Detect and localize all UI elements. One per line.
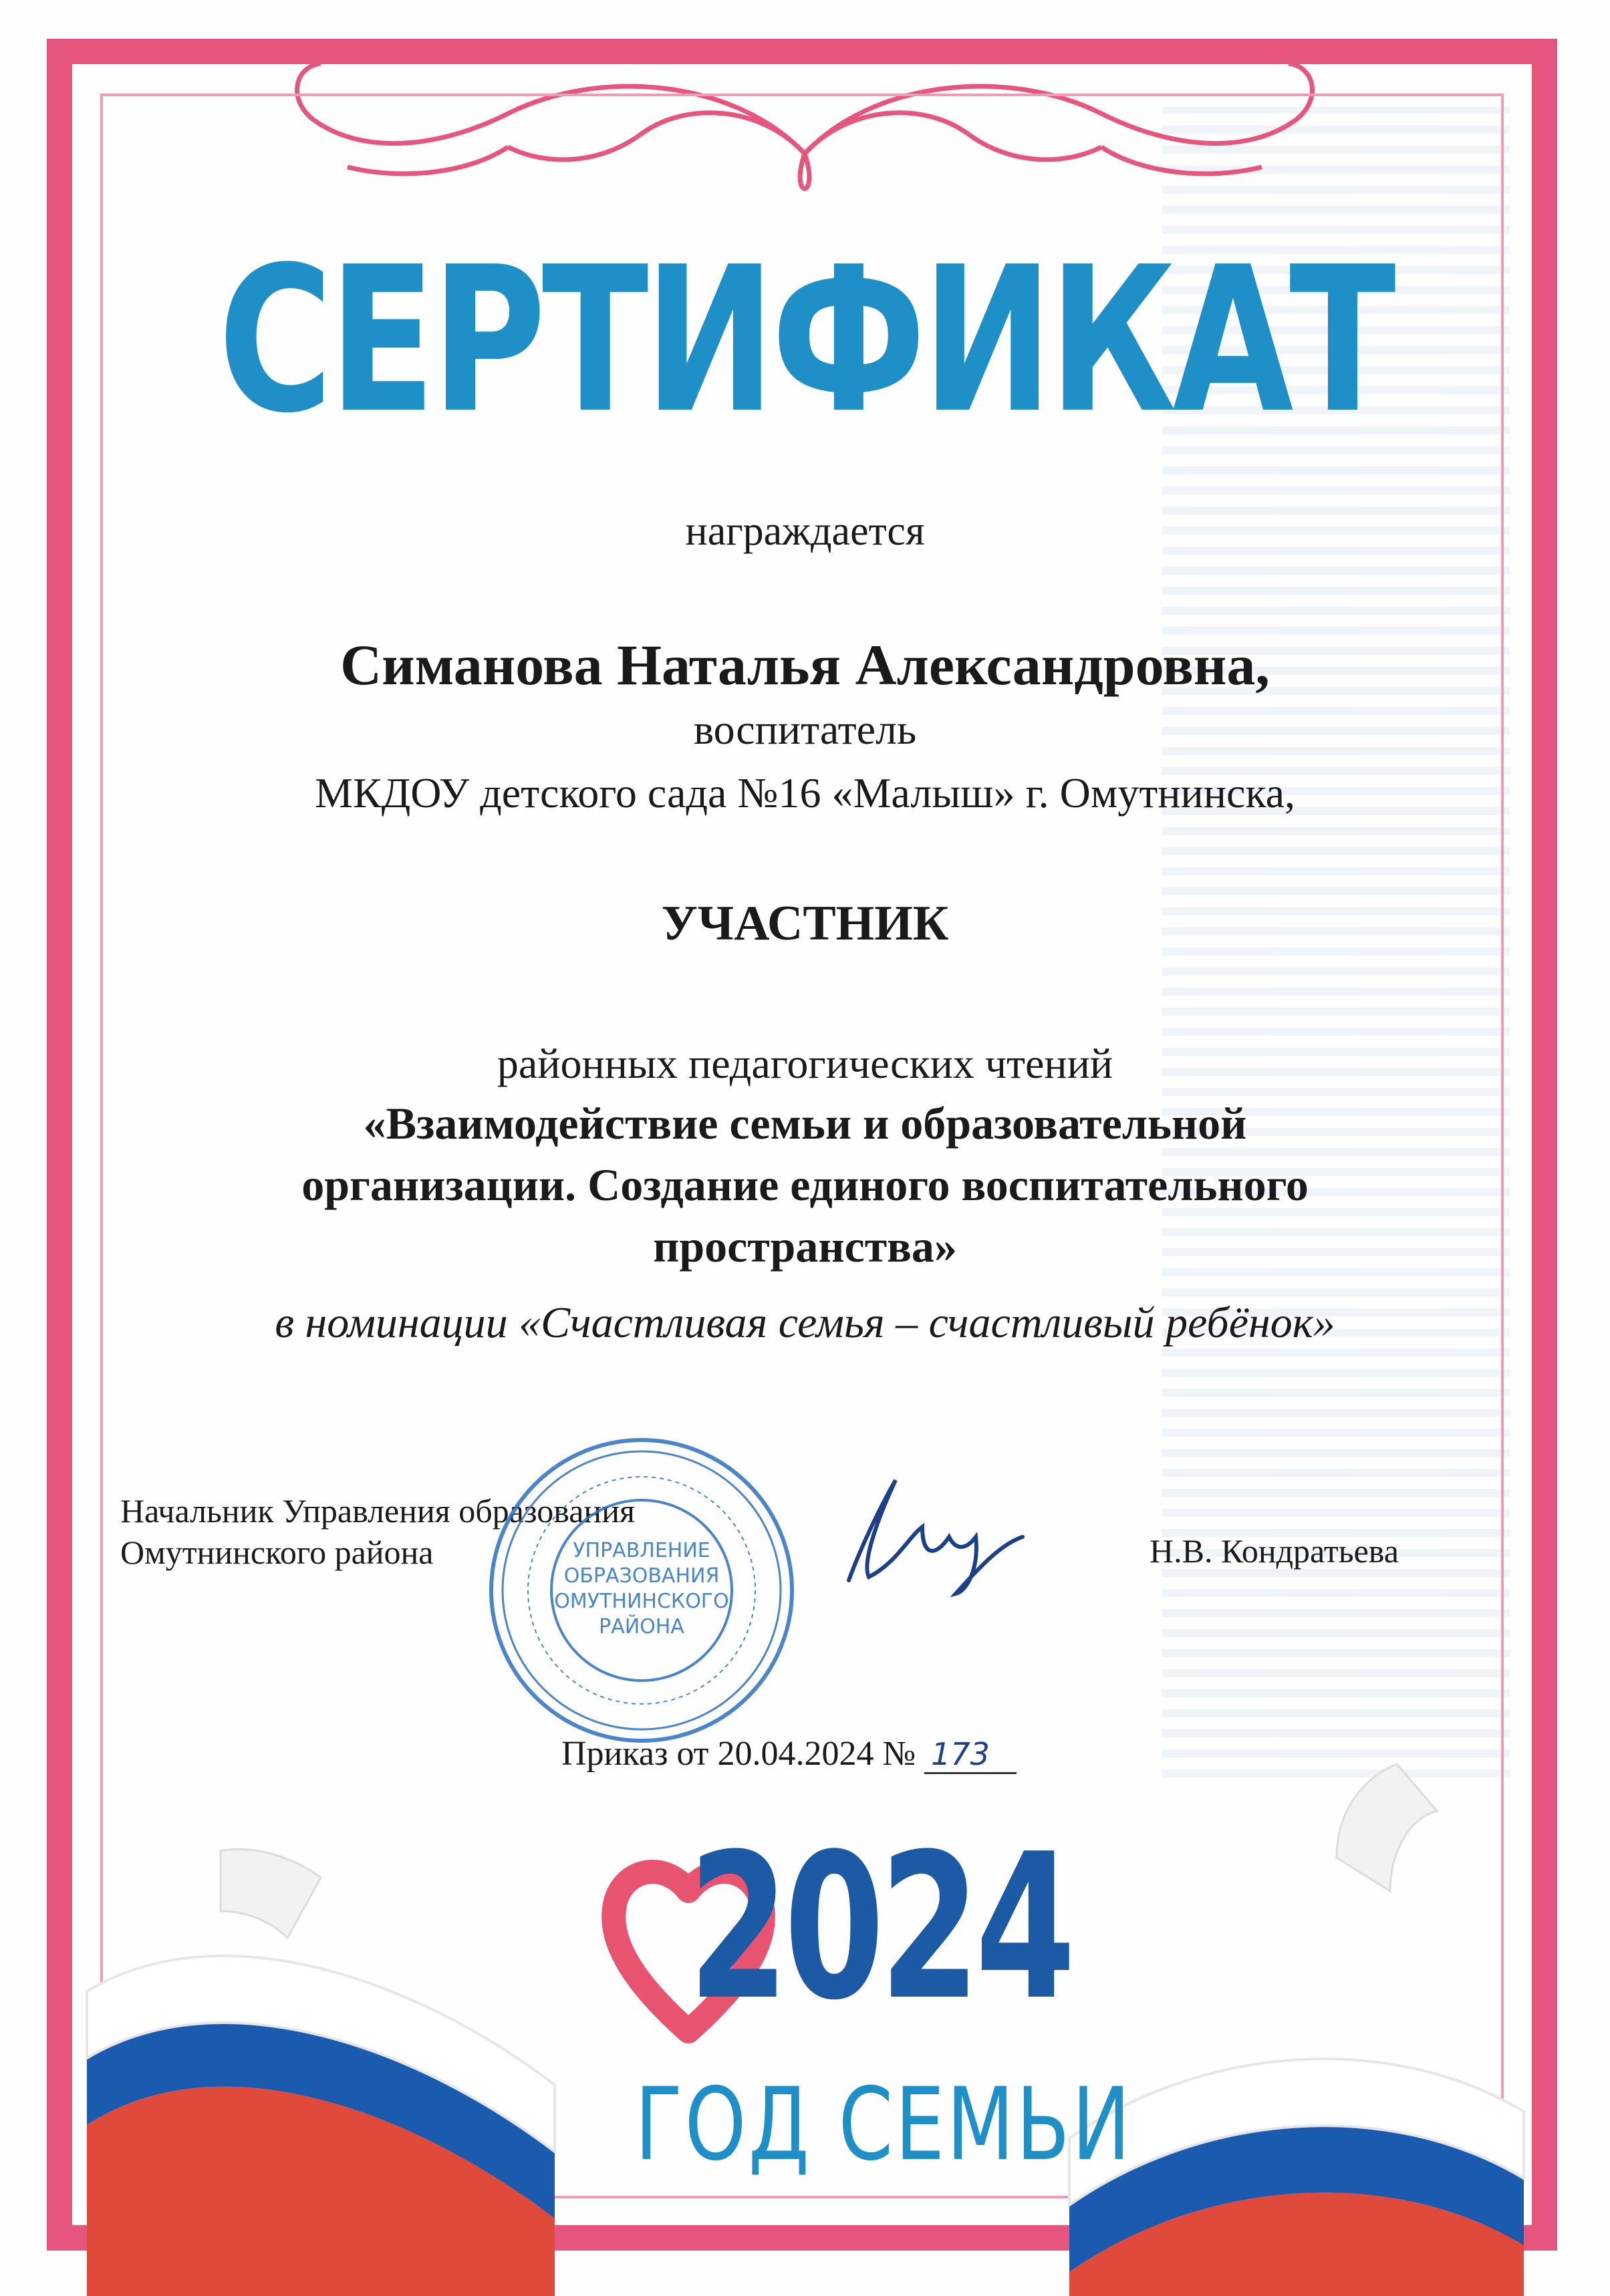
signatory-title-line2: Омутнинского района (120, 1534, 434, 1571)
signatory-name: Н.В. Кондратьева (1150, 1532, 1399, 1570)
event-prefix: районных педагогических чтений (497, 1040, 1113, 1087)
official-stamp (481, 1430, 802, 1751)
awarded-text: награждается (685, 509, 925, 554)
recipient-position: воспитатель (693, 706, 917, 753)
year-logo-subtitle: ГОД СЕМЬИ (635, 2067, 1133, 2183)
signature (822, 1463, 1036, 1597)
stamp-line-2: ОБРАЗОВАНИЯ (563, 1564, 720, 1588)
stamp-line-3: ОМУТНИНСКОГО (554, 1590, 729, 1613)
participation-role: УЧАСТНИК (661, 896, 949, 951)
order-number: 173 (924, 1736, 1017, 1774)
stamp-line-1: УПРАВЛЕНИЕ (573, 1539, 710, 1562)
signatory-title-line1: Начальник Управления образования (120, 1492, 635, 1530)
year-logo: 2024 (688, 1811, 1071, 2044)
recipient-organization: МКДОУ детского сада №16 «Малыш» г. Омутнинска, (315, 769, 1295, 817)
nomination: в номинации «Счастливая семья – счастливый ребёнок» (275, 1298, 1335, 1347)
event-name: «Взаимодействие семьи и образовательной организации. Создание единого воспитательного пространства» (301, 1098, 1309, 1272)
recipient-name: Симанова Наталья Александровна, (340, 633, 1270, 697)
stamp-line-4: РАЙОНА (599, 1615, 684, 1638)
order-text: Приказ от 20.04.2024 № (561, 1735, 916, 1773)
certificate-title: СЕРТИФИКАТ (218, 224, 1392, 457)
